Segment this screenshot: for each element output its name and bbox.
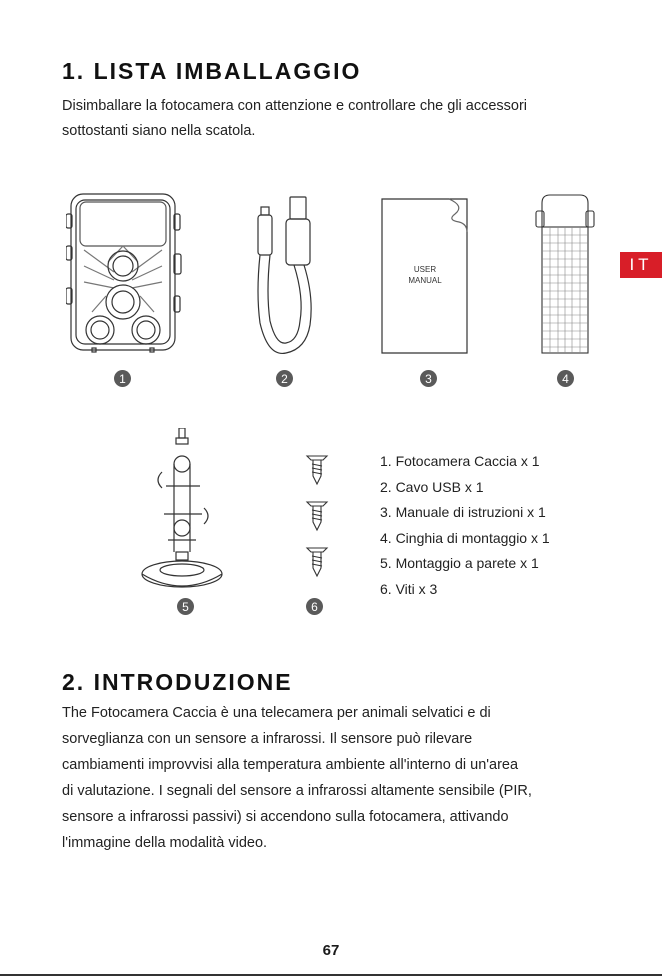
section-title-introduction: 2. INTRODUZIONE bbox=[62, 669, 293, 695]
list-item: 5. Montaggio a parete x 1 bbox=[380, 555, 539, 571]
packing-intro bbox=[62, 94, 622, 144]
item-number-badge: 5 bbox=[177, 598, 194, 615]
item-number-badge: 1 bbox=[114, 370, 131, 387]
introduction-text bbox=[62, 700, 622, 856]
introduction-line: The Fotocamera Caccia è una telecamera per animali selvatici e di bbox=[62, 705, 491, 721]
contents-list bbox=[380, 449, 550, 602]
manual-cover-line: MANUAL bbox=[408, 276, 442, 285]
page-number: 67 bbox=[322, 942, 340, 959]
language-tab: IT bbox=[620, 252, 662, 278]
introduction-line: di valutazione. I segnali del sensore a infrarossi altamente sensibile (PIR, bbox=[62, 783, 532, 799]
bottom-rule bbox=[0, 974, 662, 976]
screws-illustration bbox=[305, 452, 329, 582]
packing-intro-line: Disimballare la fotocamera con attenzione e controllare che gli accessori bbox=[62, 98, 528, 114]
introduction-line: sensore a infrarossi passivi) si accendono sulla fotocamera, attivando bbox=[62, 809, 509, 825]
section-title-packing-list: 1. LISTA IMBALLAGGIO bbox=[62, 58, 362, 84]
introduction-line: cambiamenti improvvisi alla temperatura ambiente all'interno di un'area bbox=[62, 757, 519, 773]
packing-intro-line: sottostanti siano nella scatola. bbox=[62, 123, 256, 139]
introduction-line: l'immagine della modalità video. bbox=[62, 835, 268, 851]
screw-1-icon bbox=[307, 456, 327, 484]
list-item: 1. Fotocamera Caccia x 1 bbox=[380, 453, 540, 469]
list-item: 2. Cavo USB x 1 bbox=[380, 478, 484, 495]
usb-cable-illustration bbox=[248, 193, 322, 357]
mounting-strap-illustration bbox=[534, 193, 596, 357]
user-manual-illustration bbox=[381, 198, 469, 354]
item-number-badge: 6 bbox=[306, 598, 323, 615]
list-item: 3. Manuale di istruzioni x 1 bbox=[380, 504, 546, 520]
list-item: 4. Cinghia di montaggio x 1 bbox=[380, 529, 550, 546]
item-number-badge: 2 bbox=[276, 370, 293, 387]
item-number-badge: 3 bbox=[420, 370, 437, 387]
item-number-badge: 4 bbox=[557, 370, 574, 387]
list-item: 6. Viti x 3 bbox=[380, 580, 438, 597]
manual-cover-line: USER bbox=[413, 265, 437, 274]
manual-cover-text bbox=[381, 264, 469, 286]
trail-camera-illustration bbox=[66, 192, 186, 354]
wall-mount-illustration bbox=[138, 428, 228, 590]
introduction-line: sorveglianza con un sensore a infrarossi. Il sensore può rilevare bbox=[62, 731, 473, 747]
